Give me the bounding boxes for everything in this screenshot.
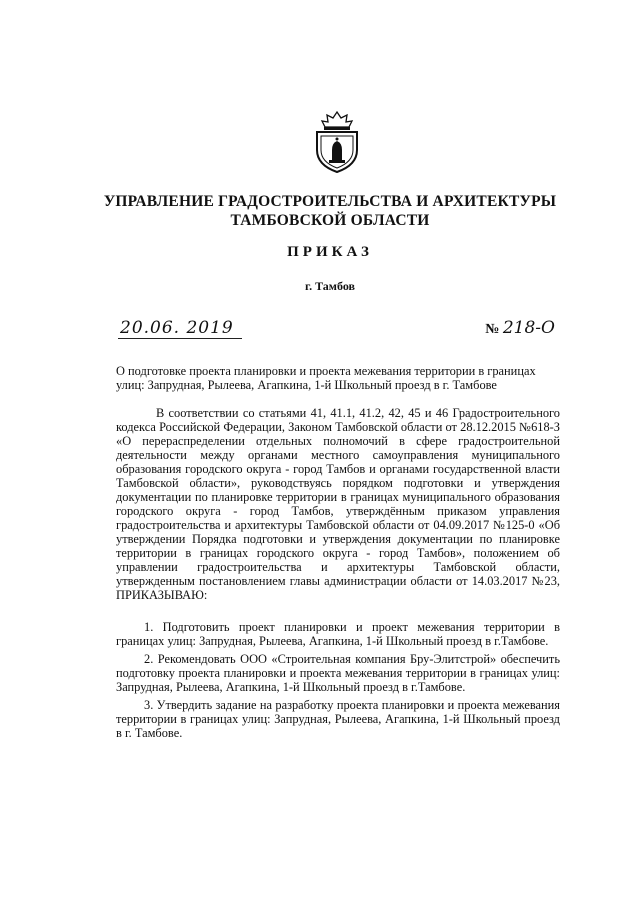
order-preamble: В соответствии со статьями 41, 41.1, 41.2, 42, 45 и 46 Градостроительного кодекса Российской Федерации, Законом Тамбовской области от 28.12.2015 №618-З «О перераспределении отдельных полномочий в сфере градостроительной деятельности между органами местного самоуправления муниципального образования городского округа - город Тамбов и органами государственной власти Тамбовской области», руководствуясь порядком подготовки и утверждения документации по планировке территории в границах муниципального образования городского округа - город Тамбов, утверждённым приказом управления градостроительства и архитектуры Тамбовской области от 04.09.2017 №125-0 «Об утверждении Порядка подготовки и утверждения документации по планировке территории в границах городского округа - город Тамбов», положением об управлении градостроительства и архитектуры Тамбовской области, утвержденным постановлением главы администрации области от 14.03.2017 №23, ПРИКАЗЫВАЮ: bbox=[116, 406, 560, 602]
order-item-2: 2. Рекомендовать ООО «Строительная компания Бру-Элитстрой» обеспечить подготовку проекта планировки и проекта межевания территории в границах улиц: Запрудная, Рылеева, Агапкина, 1-й Школьный проезд в г.Тамбове. bbox=[116, 652, 560, 694]
organization-title-line2: ТАМБОВСКОЙ ОБЛАСТИ bbox=[230, 212, 430, 229]
organization-title bbox=[90, 192, 570, 230]
order-body bbox=[116, 406, 560, 744]
order-item-3: 3. Утвердить задание на разработку проекта планировки и проекта межевания территории в границах улиц: Запрудная, Рылеева, Агапкина, 1-й Школьный проезд в г. Тамбове. bbox=[116, 698, 560, 740]
order-number-prefix: № bbox=[485, 322, 500, 337]
document-type: ПРИКАЗ bbox=[287, 244, 373, 260]
coat-of-arms-icon bbox=[312, 110, 362, 174]
order-number bbox=[485, 318, 555, 340]
order-subject-line1: О подготовке проекта планировки и проекта межевания территории в границах bbox=[116, 364, 536, 378]
document-city: г. Тамбов bbox=[305, 279, 355, 293]
order-subject bbox=[116, 364, 556, 392]
order-item-1: 1. Подготовить проект планировки и проект межевания территории в границах улиц: Запрудная, Рылеева, Агапкина, 1-й Школьный проезд в г.Тамбове. bbox=[116, 620, 560, 648]
order-subject-line2: улиц: Запрудная, Рылеева, Агапкина, 1-й Школьный проезд в г. Тамбове bbox=[116, 378, 497, 392]
order-number-value: 218-О bbox=[502, 318, 555, 338]
organization-title-line1: УПРАВЛЕНИЕ ГРАДОСТРОИТЕЛЬСТВА И АРХИТЕКТУРЫ bbox=[103, 193, 557, 210]
order-date: 20.06. 2019 bbox=[118, 318, 242, 339]
